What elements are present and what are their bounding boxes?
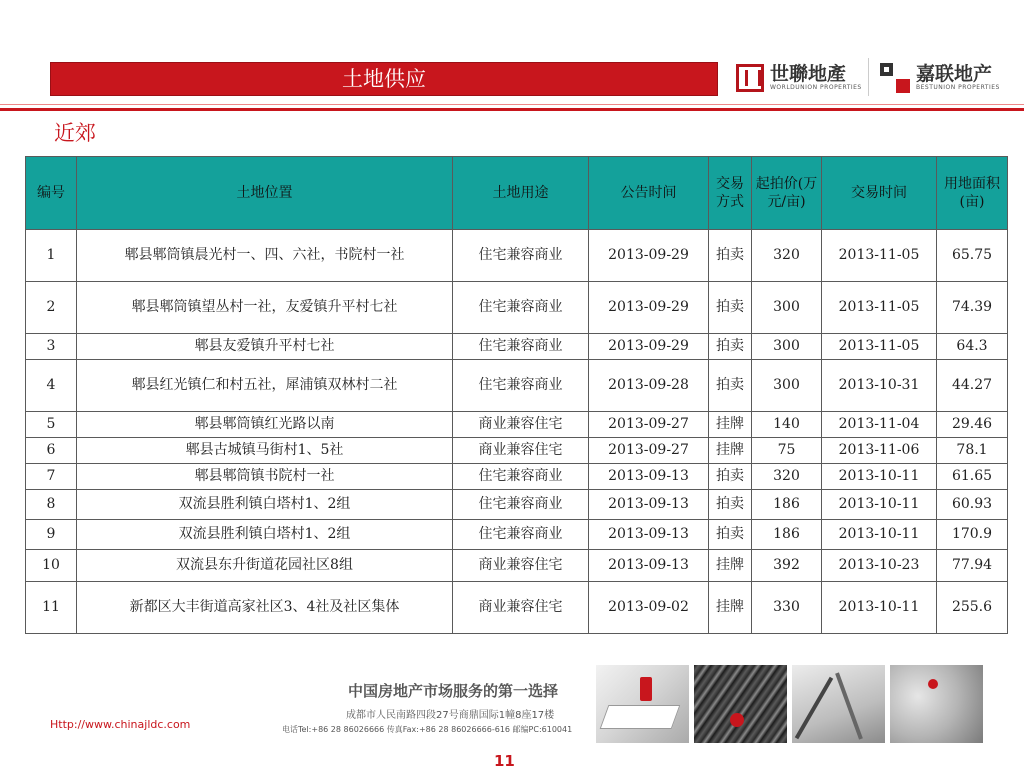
bestunion-logo-cn: 嘉联地产 bbox=[916, 62, 993, 85]
land-supply-table bbox=[25, 156, 1008, 634]
footer-slogan: 中国房地产市场服务的第一选择 bbox=[348, 682, 559, 700]
footer-url-link[interactable]: Http://www.chinajldc.com bbox=[50, 718, 191, 731]
footer-contact: 电话Tel:+86 28 86026666 传真Fax:+86 28 86026666-616 邮编PC:610041 bbox=[282, 725, 573, 734]
ladybug-leaf-photo bbox=[890, 665, 983, 743]
cell-announce-date: 2013-09-29 bbox=[589, 230, 709, 282]
cell-number: 9 bbox=[26, 520, 77, 550]
title-bar bbox=[50, 62, 718, 96]
cell-start-price: 392 bbox=[752, 550, 822, 582]
cell-trade-date: 2013-11-04 bbox=[822, 412, 937, 438]
table-row bbox=[26, 230, 1008, 282]
header-cell-number: 编号 bbox=[26, 157, 77, 230]
cell-area: 29.46 bbox=[937, 412, 1008, 438]
cell-number: 1 bbox=[26, 230, 77, 282]
cell-area: 60.93 bbox=[937, 490, 1008, 520]
cell-announce-date: 2013-09-13 bbox=[589, 520, 709, 550]
cell-trade-date: 2013-10-23 bbox=[822, 550, 937, 582]
cell-trade-method: 拍卖 bbox=[709, 360, 752, 412]
cell-announce-date: 2013-09-13 bbox=[589, 464, 709, 490]
cell-trade-date: 2013-10-11 bbox=[822, 520, 937, 550]
cell-trade-method: 拍卖 bbox=[709, 490, 752, 520]
cell-announce-date: 2013-09-29 bbox=[589, 334, 709, 360]
cell-announce-date: 2013-09-28 bbox=[589, 360, 709, 412]
pens-photo bbox=[792, 665, 885, 743]
cell-announce-date: 2013-09-13 bbox=[589, 550, 709, 582]
table-row bbox=[26, 582, 1008, 634]
cell-location: 双流县胜利镇白塔村1、2组 bbox=[77, 520, 453, 550]
cell-location: 郫县友爱镇升平村七社 bbox=[77, 334, 453, 360]
cell-number: 8 bbox=[26, 490, 77, 520]
cell-start-price: 300 bbox=[752, 360, 822, 412]
cell-trade-method: 挂牌 bbox=[709, 582, 752, 634]
cell-area: 44.27 bbox=[937, 360, 1008, 412]
cell-start-price: 186 bbox=[752, 520, 822, 550]
cell-trade-method: 拍卖 bbox=[709, 230, 752, 282]
table-row bbox=[26, 438, 1008, 464]
cell-usage: 住宅兼容商业 bbox=[453, 334, 589, 360]
cell-usage: 住宅兼容商业 bbox=[453, 360, 589, 412]
cell-location: 郫县郫筒镇晨光村一、四、六社，书院村一社 bbox=[77, 230, 453, 282]
cell-announce-date: 2013-09-13 bbox=[589, 490, 709, 520]
cell-usage: 商业兼容住宅 bbox=[453, 412, 589, 438]
cell-trade-date: 2013-10-31 bbox=[822, 360, 937, 412]
table-row bbox=[26, 490, 1008, 520]
cell-usage: 住宅兼容商业 bbox=[453, 464, 589, 490]
cell-location: 郫县古城镇马街村1、5社 bbox=[77, 438, 453, 464]
worldunion-logo bbox=[736, 58, 862, 98]
cell-location: 新都区大丰街道高家社区3、4社及社区集体 bbox=[77, 582, 453, 634]
page-number: 11 bbox=[494, 752, 515, 770]
header-cell-area: 用地面积(亩) bbox=[937, 157, 1008, 230]
cell-location: 双流县东升街道花园社区8组 bbox=[77, 550, 453, 582]
cell-trade-method: 拍卖 bbox=[709, 520, 752, 550]
cell-usage: 住宅兼容商业 bbox=[453, 282, 589, 334]
cell-number: 6 bbox=[26, 438, 77, 464]
cell-area: 170.9 bbox=[937, 520, 1008, 550]
header-cell-trade-date: 交易时间 bbox=[822, 157, 937, 230]
cell-trade-method: 挂牌 bbox=[709, 438, 752, 464]
cell-trade-method: 拍卖 bbox=[709, 334, 752, 360]
office-photo bbox=[596, 665, 689, 743]
cell-start-price: 330 bbox=[752, 582, 822, 634]
cell-location: 双流县胜利镇白塔村1、2组 bbox=[77, 490, 453, 520]
table-row bbox=[26, 412, 1008, 438]
cell-trade-date: 2013-10-11 bbox=[822, 464, 937, 490]
table-row bbox=[26, 282, 1008, 334]
bestunion-logo bbox=[880, 58, 1000, 98]
table-row bbox=[26, 550, 1008, 582]
cell-area: 74.39 bbox=[937, 282, 1008, 334]
cell-start-price: 140 bbox=[752, 412, 822, 438]
cell-area: 61.65 bbox=[937, 464, 1008, 490]
cell-trade-date: 2013-11-05 bbox=[822, 282, 937, 334]
cell-start-price: 75 bbox=[752, 438, 822, 464]
worldunion-logo-en: WORLDUNION PROPERTIES bbox=[770, 83, 862, 91]
cell-number: 7 bbox=[26, 464, 77, 490]
cell-announce-date: 2013-09-27 bbox=[589, 438, 709, 464]
worldunion-logo-cn: 世聯地產 bbox=[770, 62, 847, 85]
cell-trade-date: 2013-11-05 bbox=[822, 334, 937, 360]
cell-area: 65.75 bbox=[937, 230, 1008, 282]
worldunion-logo-icon bbox=[736, 64, 764, 92]
cell-area: 255.6 bbox=[937, 582, 1008, 634]
cell-trade-date: 2013-10-11 bbox=[822, 490, 937, 520]
cell-announce-date: 2013-09-27 bbox=[589, 412, 709, 438]
cell-trade-date: 2013-11-06 bbox=[822, 438, 937, 464]
cell-usage: 住宅兼容商业 bbox=[453, 230, 589, 282]
cell-number: 4 bbox=[26, 360, 77, 412]
cell-trade-method: 拍卖 bbox=[709, 282, 752, 334]
cell-start-price: 300 bbox=[752, 282, 822, 334]
cell-location: 郫县郫筒镇书院村一社 bbox=[77, 464, 453, 490]
stone-rose-photo bbox=[694, 665, 787, 743]
cell-area: 64.3 bbox=[937, 334, 1008, 360]
section-subtitle: 近郊 bbox=[54, 121, 96, 145]
cell-trade-date: 2013-10-11 bbox=[822, 582, 937, 634]
cell-usage: 商业兼容住宅 bbox=[453, 550, 589, 582]
cell-number: 5 bbox=[26, 412, 77, 438]
header-divider-thin bbox=[0, 104, 1024, 105]
table-row bbox=[26, 360, 1008, 412]
cell-usage: 商业兼容住宅 bbox=[453, 582, 589, 634]
cell-trade-method: 挂牌 bbox=[709, 550, 752, 582]
header-cell-usage: 土地用途 bbox=[453, 157, 589, 230]
cell-number: 10 bbox=[26, 550, 77, 582]
header-cell-announce-date: 公告时间 bbox=[589, 157, 709, 230]
cell-start-price: 320 bbox=[752, 230, 822, 282]
cell-start-price: 186 bbox=[752, 490, 822, 520]
cell-location: 郫县郫筒镇望丛村一社，友爱镇升平村七社 bbox=[77, 282, 453, 334]
table-header-row bbox=[26, 157, 1008, 230]
footer-address: 成都市人民南路四段27号商鼎国际1幢8座17楼 bbox=[346, 710, 555, 721]
bestunion-logo-en: BESTUNION PROPERTIES bbox=[916, 83, 1000, 91]
table-row bbox=[26, 464, 1008, 490]
cell-location: 郫县红光镇仁和村五社，犀浦镇双林村二社 bbox=[77, 360, 453, 412]
header-cell-location: 土地位置 bbox=[77, 157, 453, 230]
table-row bbox=[26, 334, 1008, 360]
cell-usage: 住宅兼容商业 bbox=[453, 520, 589, 550]
cell-area: 78.1 bbox=[937, 438, 1008, 464]
page-title: 土地供应 bbox=[342, 67, 426, 91]
cell-number: 3 bbox=[26, 334, 77, 360]
cell-trade-method: 挂牌 bbox=[709, 412, 752, 438]
cell-area: 77.94 bbox=[937, 550, 1008, 582]
table-row bbox=[26, 520, 1008, 550]
cell-number: 2 bbox=[26, 282, 77, 334]
header-cell-trade-method: 交易方式 bbox=[709, 157, 752, 230]
cell-location: 郫县郫筒镇红光路以南 bbox=[77, 412, 453, 438]
cell-start-price: 320 bbox=[752, 464, 822, 490]
bestunion-logo-icon bbox=[880, 63, 910, 93]
logo-divider bbox=[868, 58, 869, 96]
header-divider bbox=[0, 108, 1024, 111]
cell-trade-method: 拍卖 bbox=[709, 464, 752, 490]
cell-trade-date: 2013-11-05 bbox=[822, 230, 937, 282]
cell-number: 11 bbox=[26, 582, 77, 634]
cell-announce-date: 2013-09-02 bbox=[589, 582, 709, 634]
header-cell-start-price: 起拍价(万元/亩) bbox=[752, 157, 822, 230]
cell-usage: 商业兼容住宅 bbox=[453, 438, 589, 464]
cell-usage: 住宅兼容商业 bbox=[453, 490, 589, 520]
cell-start-price: 300 bbox=[752, 334, 822, 360]
footer-photo-strip bbox=[596, 665, 983, 743]
cell-announce-date: 2013-09-29 bbox=[589, 282, 709, 334]
